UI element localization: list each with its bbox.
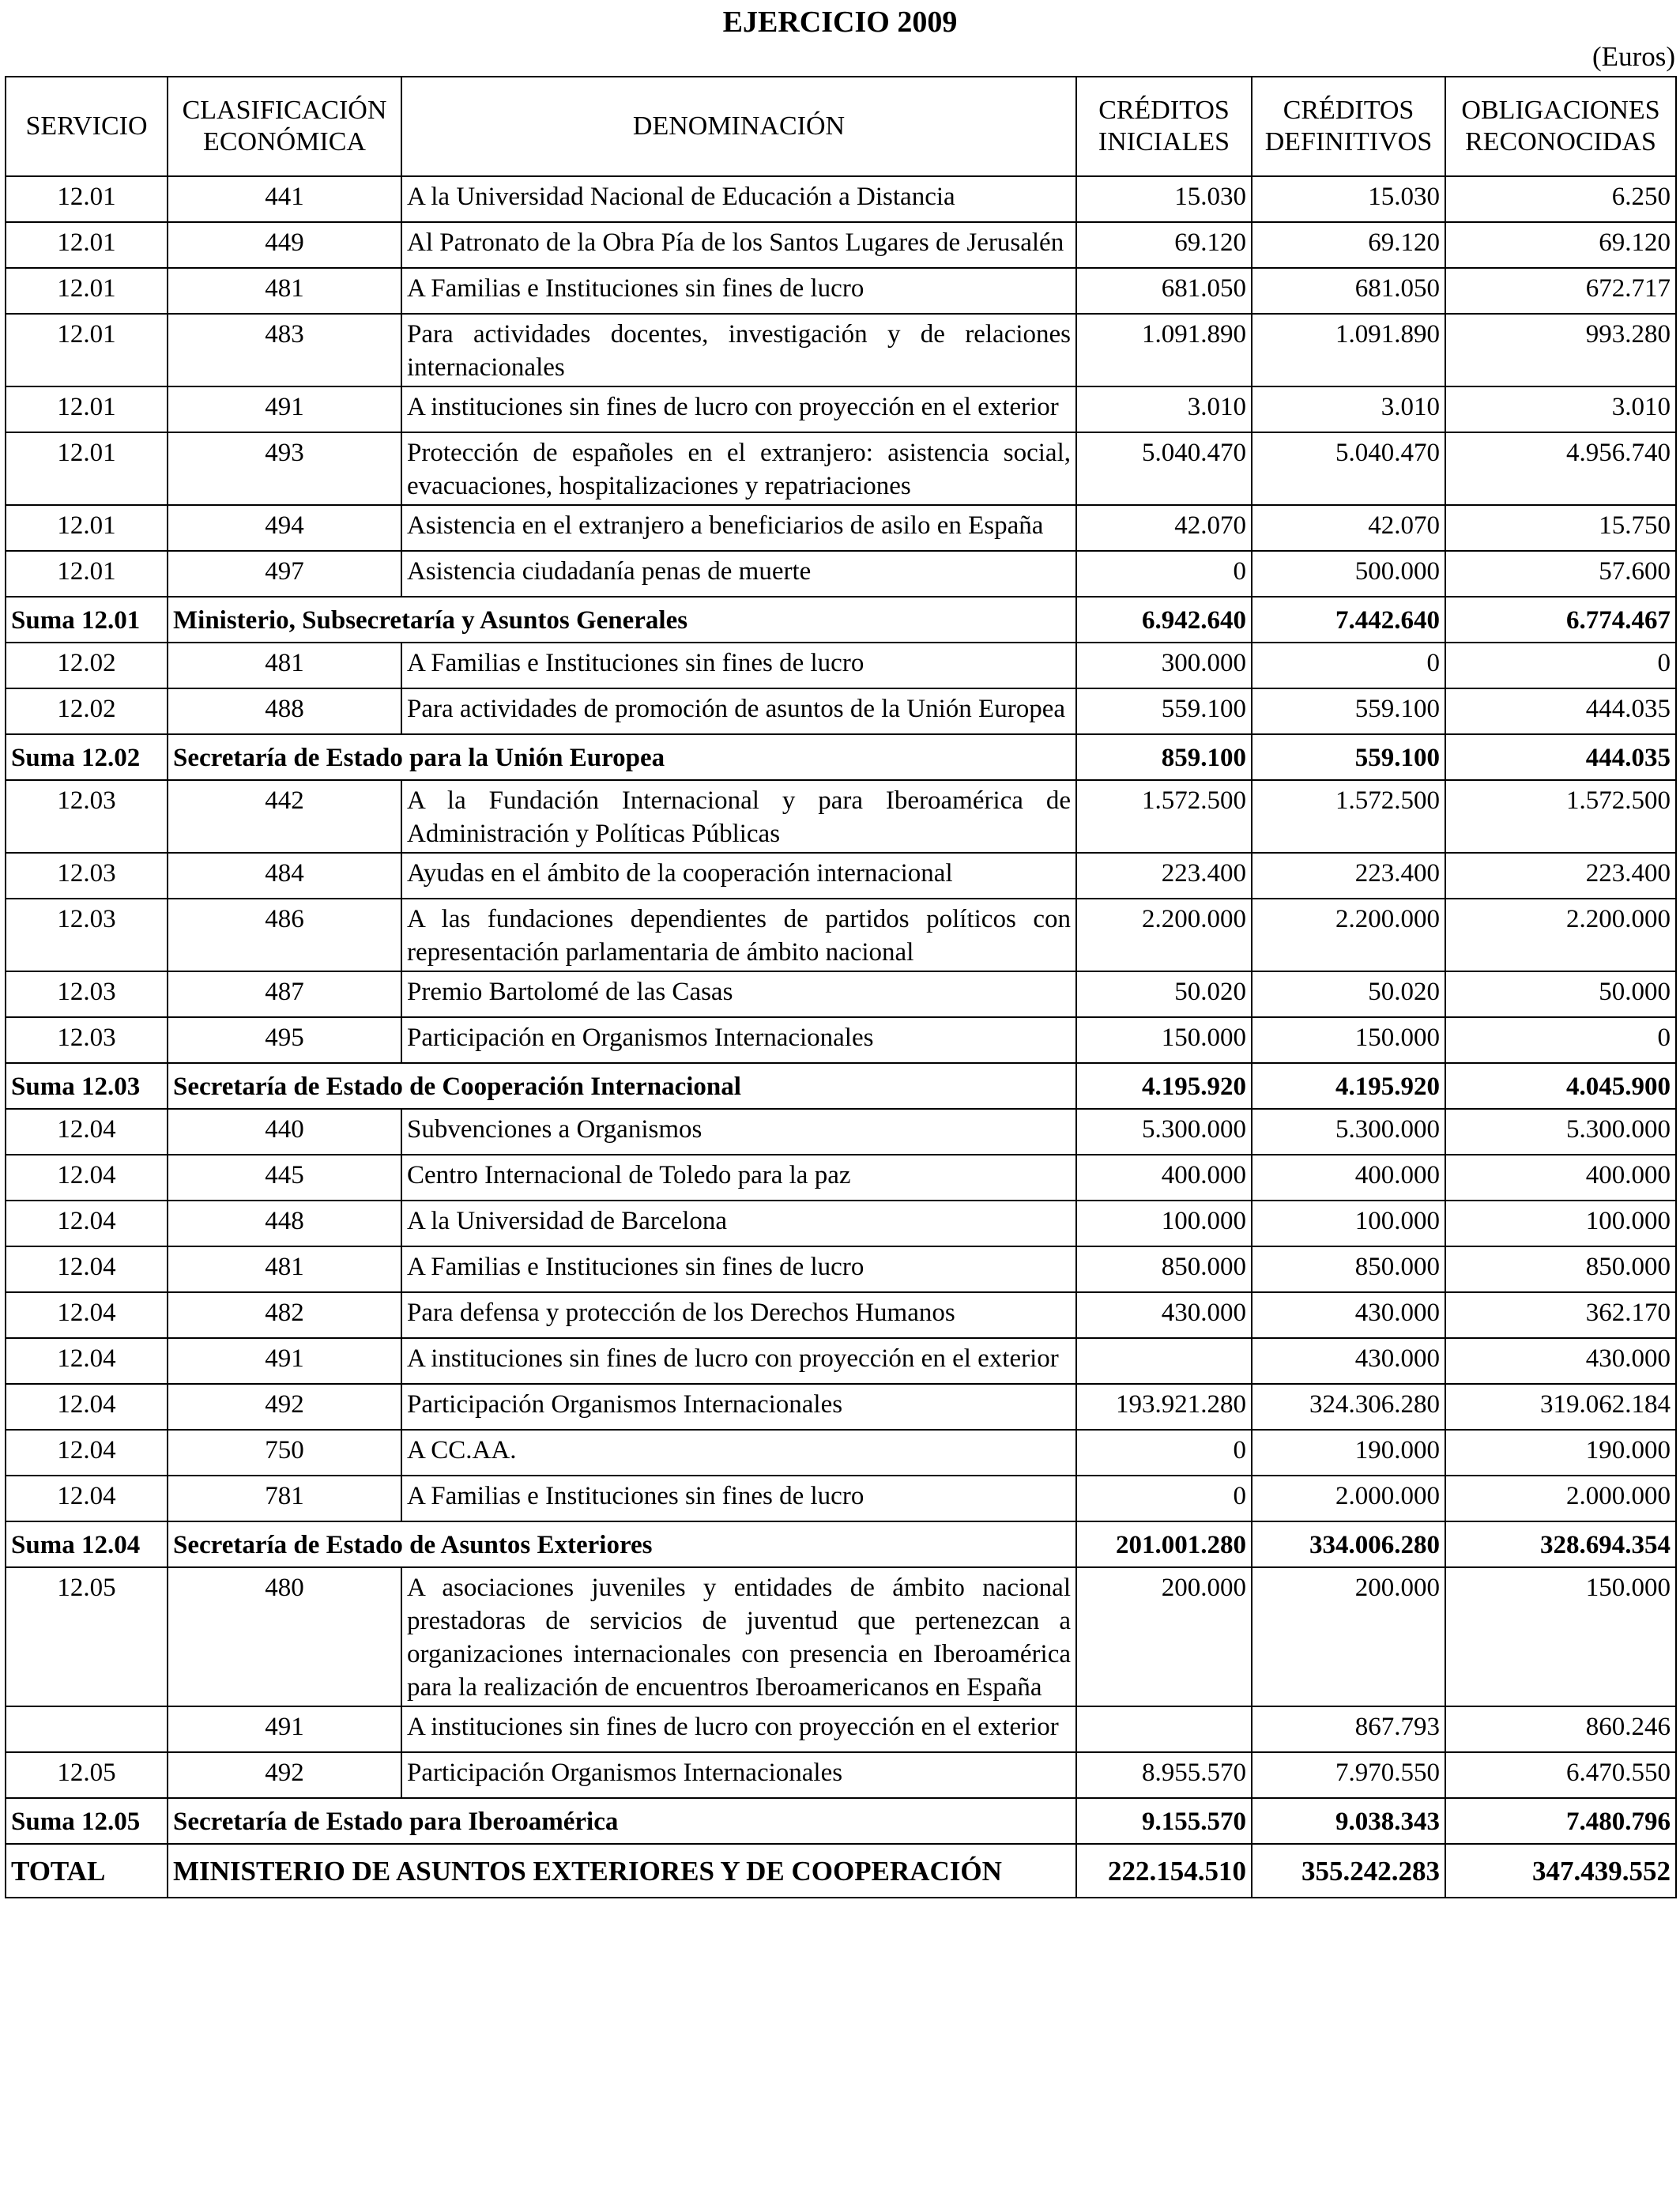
cell-creditos-iniciales: 4.195.920 bbox=[1076, 1063, 1252, 1109]
cell-creditos-definitivos: 500.000 bbox=[1252, 551, 1445, 597]
cell-creditos-iniciales: 300.000 bbox=[1076, 643, 1252, 688]
table-row bbox=[6, 268, 1676, 314]
cell-creditos-definitivos: 100.000 bbox=[1252, 1201, 1445, 1246]
cell-servicio: 12.04 bbox=[6, 1201, 168, 1246]
table-row bbox=[6, 971, 1676, 1017]
cell-servicio: 12.04 bbox=[6, 1384, 168, 1430]
cell-clasificacion: 445 bbox=[168, 1155, 401, 1201]
cell-obligaciones: 3.010 bbox=[1445, 386, 1676, 432]
cell-creditos-iniciales: 5.300.000 bbox=[1076, 1109, 1252, 1155]
cell-creditos-iniciales: 3.010 bbox=[1076, 386, 1252, 432]
cell-creditos-definitivos: 223.400 bbox=[1252, 853, 1445, 899]
cell-denominacion: Protección de españoles en el extranjero: asistencia social, evacuaciones, hospitalizaciones y repatriaciones bbox=[401, 432, 1076, 505]
cell-obligaciones: 6.250 bbox=[1445, 176, 1676, 222]
cell-creditos-iniciales bbox=[1076, 1338, 1252, 1384]
subtotal-label: Suma 12.03 bbox=[6, 1063, 168, 1109]
cell-clasificacion: 781 bbox=[168, 1476, 401, 1521]
table-row bbox=[6, 1338, 1676, 1384]
table-row bbox=[6, 551, 1676, 597]
cell-denominacion: Ayudas en el ámbito de la cooperación internacional bbox=[401, 853, 1076, 899]
cell-denominacion: A Familias e Instituciones sin fines de lucro bbox=[401, 1476, 1076, 1521]
cell-denominacion: A CC.AA. bbox=[401, 1430, 1076, 1476]
cell-creditos-definitivos: 559.100 bbox=[1252, 734, 1445, 780]
cell-creditos-iniciales: 193.921.280 bbox=[1076, 1384, 1252, 1430]
cell-clasificacion: 491 bbox=[168, 1338, 401, 1384]
cell-creditos-definitivos: 4.195.920 bbox=[1252, 1063, 1445, 1109]
cell-obligaciones: 850.000 bbox=[1445, 1246, 1676, 1292]
subtotal-label: Suma 12.01 bbox=[6, 597, 168, 643]
cell-creditos-definitivos: 69.120 bbox=[1252, 222, 1445, 268]
table-row bbox=[6, 1430, 1676, 1476]
cell-obligaciones: 860.246 bbox=[1445, 1706, 1676, 1752]
table-row bbox=[6, 176, 1676, 222]
cell-denominacion: A Familias e Instituciones sin fines de lucro bbox=[401, 643, 1076, 688]
cell-creditos-iniciales: 42.070 bbox=[1076, 505, 1252, 551]
cell-servicio: 12.03 bbox=[6, 1017, 168, 1063]
cell-clasificacion: 440 bbox=[168, 1109, 401, 1155]
cell-denominacion: A instituciones sin fines de lucro con proyección en el exterior bbox=[401, 386, 1076, 432]
cell-creditos-definitivos: 1.091.890 bbox=[1252, 314, 1445, 386]
cell-creditos-iniciales: 15.030 bbox=[1076, 176, 1252, 222]
cell-creditos-definitivos: 324.306.280 bbox=[1252, 1384, 1445, 1430]
cell-clasificacion: 483 bbox=[168, 314, 401, 386]
cell-obligaciones: 50.000 bbox=[1445, 971, 1676, 1017]
header-servicio: SERVICIO bbox=[6, 77, 168, 176]
subtotal-row bbox=[6, 1063, 1676, 1109]
cell-clasificacion: 487 bbox=[168, 971, 401, 1017]
cell-denominacion: Al Patronato de la Obra Pía de los Santos Lugares de Jerusalén bbox=[401, 222, 1076, 268]
cell-creditos-definitivos: 42.070 bbox=[1252, 505, 1445, 551]
cell-creditos-iniciales: 223.400 bbox=[1076, 853, 1252, 899]
cell-servicio: 12.03 bbox=[6, 780, 168, 853]
cell-obligaciones: 993.280 bbox=[1445, 314, 1676, 386]
cell-denominacion: Para actividades docentes, investigación y de relaciones internacionales bbox=[401, 314, 1076, 386]
table-row bbox=[6, 505, 1676, 551]
cell-obligaciones: 319.062.184 bbox=[1445, 1384, 1676, 1430]
total-row bbox=[6, 1844, 1676, 1898]
cell-obligaciones: 69.120 bbox=[1445, 222, 1676, 268]
subtotal-label: Suma 12.04 bbox=[6, 1521, 168, 1567]
cell-denominacion: A las fundaciones dependientes de partidos políticos con representación parlamentaria de ámbito nacional bbox=[401, 899, 1076, 971]
table-row bbox=[6, 1706, 1676, 1752]
header-creditos-definitivos: CRÉDITOS DEFINITIVOS bbox=[1252, 77, 1445, 176]
table-row bbox=[6, 1567, 1676, 1706]
cell-creditos-iniciales: 8.955.570 bbox=[1076, 1752, 1252, 1798]
table-row bbox=[6, 314, 1676, 386]
cell-obligaciones: 328.694.354 bbox=[1445, 1521, 1676, 1567]
cell-denominacion: A la Fundación Internacional y para Iberoamérica de Administración y Políticas Públicas bbox=[401, 780, 1076, 853]
cell-creditos-definitivos: 2.000.000 bbox=[1252, 1476, 1445, 1521]
cell-creditos-definitivos: 400.000 bbox=[1252, 1155, 1445, 1201]
cell-creditos-iniciales: 430.000 bbox=[1076, 1292, 1252, 1338]
cell-creditos-definitivos: 9.038.343 bbox=[1252, 1798, 1445, 1844]
cell-servicio: 12.04 bbox=[6, 1246, 168, 1292]
budget-table bbox=[5, 76, 1677, 1898]
cell-creditos-definitivos: 355.242.283 bbox=[1252, 1844, 1445, 1898]
cell-creditos-definitivos: 1.572.500 bbox=[1252, 780, 1445, 853]
cell-creditos-iniciales: 681.050 bbox=[1076, 268, 1252, 314]
cell-clasificacion: 481 bbox=[168, 643, 401, 688]
cell-clasificacion: 492 bbox=[168, 1384, 401, 1430]
cell-servicio: 12.04 bbox=[6, 1109, 168, 1155]
cell-creditos-definitivos: 334.006.280 bbox=[1252, 1521, 1445, 1567]
cell-creditos-definitivos: 190.000 bbox=[1252, 1430, 1445, 1476]
cell-obligaciones: 362.170 bbox=[1445, 1292, 1676, 1338]
table-row bbox=[6, 1246, 1676, 1292]
table-row bbox=[6, 386, 1676, 432]
cell-creditos-definitivos: 200.000 bbox=[1252, 1567, 1445, 1706]
cell-clasificacion: 494 bbox=[168, 505, 401, 551]
cell-obligaciones: 2.000.000 bbox=[1445, 1476, 1676, 1521]
cell-creditos-iniciales: 1.572.500 bbox=[1076, 780, 1252, 853]
table-row bbox=[6, 853, 1676, 899]
cell-creditos-iniciales: 222.154.510 bbox=[1076, 1844, 1252, 1898]
cell-servicio: 12.01 bbox=[6, 432, 168, 505]
subtotal-row bbox=[6, 1798, 1676, 1844]
cell-denominacion: A instituciones sin fines de lucro con proyección en el exterior bbox=[401, 1706, 1076, 1752]
cell-creditos-definitivos: 7.970.550 bbox=[1252, 1752, 1445, 1798]
cell-obligaciones: 430.000 bbox=[1445, 1338, 1676, 1384]
cell-obligaciones: 672.717 bbox=[1445, 268, 1676, 314]
cell-creditos-iniciales: 850.000 bbox=[1076, 1246, 1252, 1292]
cell-servicio: 12.04 bbox=[6, 1338, 168, 1384]
cell-denominacion: A la Universidad Nacional de Educación a Distancia bbox=[401, 176, 1076, 222]
cell-clasificacion: 497 bbox=[168, 551, 401, 597]
cell-servicio: 12.01 bbox=[6, 314, 168, 386]
cell-denominacion: Asistencia en el extranjero a beneficiarios de asilo en España bbox=[401, 505, 1076, 551]
cell-obligaciones: 4.045.900 bbox=[1445, 1063, 1676, 1109]
header-clasificacion: CLASIFICACIÓN ECONÓMICA bbox=[168, 77, 401, 176]
cell-obligaciones: 0 bbox=[1445, 643, 1676, 688]
header-denominacion: DENOMINACIÓN bbox=[401, 77, 1076, 176]
cell-creditos-iniciales bbox=[1076, 1706, 1252, 1752]
cell-servicio: 12.01 bbox=[6, 176, 168, 222]
cell-obligaciones: 5.300.000 bbox=[1445, 1109, 1676, 1155]
table-row bbox=[6, 1292, 1676, 1338]
cell-servicio: 12.02 bbox=[6, 643, 168, 688]
cell-clasificacion: 750 bbox=[168, 1430, 401, 1476]
subtotal-denominacion: Ministerio, Subsecretaría y Asuntos Generales bbox=[168, 597, 1076, 643]
cell-denominacion: A Familias e Instituciones sin fines de lucro bbox=[401, 1246, 1076, 1292]
cell-creditos-definitivos: 7.442.640 bbox=[1252, 597, 1445, 643]
cell-denominacion: Participación Organismos Internacionales bbox=[401, 1384, 1076, 1430]
cell-servicio: 12.01 bbox=[6, 505, 168, 551]
cell-creditos-definitivos: 150.000 bbox=[1252, 1017, 1445, 1063]
cell-creditos-definitivos: 5.040.470 bbox=[1252, 432, 1445, 505]
cell-creditos-iniciales: 200.000 bbox=[1076, 1567, 1252, 1706]
cell-clasificacion: 486 bbox=[168, 899, 401, 971]
cell-creditos-iniciales: 0 bbox=[1076, 551, 1252, 597]
cell-servicio: 12.05 bbox=[6, 1752, 168, 1798]
cell-obligaciones: 57.600 bbox=[1445, 551, 1676, 597]
cell-creditos-definitivos: 5.300.000 bbox=[1252, 1109, 1445, 1155]
cell-obligaciones: 1.572.500 bbox=[1445, 780, 1676, 853]
cell-servicio: 12.04 bbox=[6, 1155, 168, 1201]
cell-obligaciones: 100.000 bbox=[1445, 1201, 1676, 1246]
cell-clasificacion: 493 bbox=[168, 432, 401, 505]
cell-creditos-iniciales: 69.120 bbox=[1076, 222, 1252, 268]
cell-clasificacion: 484 bbox=[168, 853, 401, 899]
cell-obligaciones: 190.000 bbox=[1445, 1430, 1676, 1476]
cell-obligaciones: 0 bbox=[1445, 1017, 1676, 1063]
total-label: TOTAL bbox=[6, 1844, 168, 1898]
cell-denominacion: Centro Internacional de Toledo para la paz bbox=[401, 1155, 1076, 1201]
cell-servicio: 12.01 bbox=[6, 222, 168, 268]
cell-obligaciones: 6.470.550 bbox=[1445, 1752, 1676, 1798]
cell-creditos-iniciales: 0 bbox=[1076, 1430, 1252, 1476]
cell-clasificacion: 442 bbox=[168, 780, 401, 853]
subtotal-row bbox=[6, 734, 1676, 780]
table-row bbox=[6, 1752, 1676, 1798]
cell-clasificacion: 495 bbox=[168, 1017, 401, 1063]
cell-creditos-iniciales: 859.100 bbox=[1076, 734, 1252, 780]
subtotal-label: Suma 12.05 bbox=[6, 1798, 168, 1844]
cell-servicio: 12.04 bbox=[6, 1292, 168, 1338]
table-row bbox=[6, 1476, 1676, 1521]
table-row bbox=[6, 432, 1676, 505]
table-row bbox=[6, 222, 1676, 268]
cell-obligaciones: 444.035 bbox=[1445, 734, 1676, 780]
cell-creditos-iniciales: 6.942.640 bbox=[1076, 597, 1252, 643]
cell-servicio: 12.02 bbox=[6, 688, 168, 734]
cell-clasificacion: 482 bbox=[168, 1292, 401, 1338]
cell-creditos-definitivos: 430.000 bbox=[1252, 1338, 1445, 1384]
cell-creditos-iniciales: 100.000 bbox=[1076, 1201, 1252, 1246]
cell-obligaciones: 6.774.467 bbox=[1445, 597, 1676, 643]
cell-obligaciones: 4.956.740 bbox=[1445, 432, 1676, 505]
cell-creditos-definitivos: 681.050 bbox=[1252, 268, 1445, 314]
cell-denominacion: Participación Organismos Internacionales bbox=[401, 1752, 1076, 1798]
cell-clasificacion: 491 bbox=[168, 386, 401, 432]
cell-denominacion: A Familias e Instituciones sin fines de lucro bbox=[401, 268, 1076, 314]
cell-creditos-definitivos: 559.100 bbox=[1252, 688, 1445, 734]
cell-creditos-iniciales: 5.040.470 bbox=[1076, 432, 1252, 505]
subtotal-denominacion: MINISTERIO DE ASUNTOS EXTERIORES Y DE COOPERACIÓN bbox=[168, 1844, 1076, 1898]
cell-creditos-definitivos: 850.000 bbox=[1252, 1246, 1445, 1292]
cell-servicio: 12.01 bbox=[6, 268, 168, 314]
cell-servicio: 12.04 bbox=[6, 1476, 168, 1521]
cell-creditos-definitivos: 0 bbox=[1252, 643, 1445, 688]
cell-servicio: 12.03 bbox=[6, 899, 168, 971]
cell-clasificacion: 448 bbox=[168, 1201, 401, 1246]
cell-denominacion: Para actividades de promoción de asuntos de la Unión Europea bbox=[401, 688, 1076, 734]
table-body bbox=[6, 176, 1676, 1898]
table-header-row bbox=[6, 77, 1676, 176]
table-row bbox=[6, 899, 1676, 971]
cell-obligaciones: 347.439.552 bbox=[1445, 1844, 1676, 1898]
cell-creditos-iniciales: 559.100 bbox=[1076, 688, 1252, 734]
cell-clasificacion: 492 bbox=[168, 1752, 401, 1798]
cell-creditos-iniciales: 150.000 bbox=[1076, 1017, 1252, 1063]
table-row bbox=[6, 1384, 1676, 1430]
header-creditos-iniciales: CRÉDITOS INICIALES bbox=[1076, 77, 1252, 176]
cell-clasificacion: 481 bbox=[168, 1246, 401, 1292]
table-row bbox=[6, 688, 1676, 734]
cell-creditos-definitivos: 3.010 bbox=[1252, 386, 1445, 432]
currency-unit: (Euros) bbox=[1592, 41, 1675, 72]
cell-obligaciones: 150.000 bbox=[1445, 1567, 1676, 1706]
subtotal-denominacion: Secretaría de Estado para la Unión Europea bbox=[168, 734, 1076, 780]
cell-servicio: 12.03 bbox=[6, 853, 168, 899]
subtotal-denominacion: Secretaría de Estado para Iberoamérica bbox=[168, 1798, 1076, 1844]
cell-creditos-definitivos: 50.020 bbox=[1252, 971, 1445, 1017]
subtotal-row bbox=[6, 1521, 1676, 1567]
cell-obligaciones: 15.750 bbox=[1445, 505, 1676, 551]
cell-denominacion: A la Universidad de Barcelona bbox=[401, 1201, 1076, 1246]
cell-clasificacion: 481 bbox=[168, 268, 401, 314]
cell-obligaciones: 223.400 bbox=[1445, 853, 1676, 899]
table-row bbox=[6, 780, 1676, 853]
cell-denominacion: Participación en Organismos Internacionales bbox=[401, 1017, 1076, 1063]
table-row bbox=[6, 1017, 1676, 1063]
cell-obligaciones: 444.035 bbox=[1445, 688, 1676, 734]
cell-clasificacion: 449 bbox=[168, 222, 401, 268]
header-obligaciones: OBLIGACIONES RECONOCIDAS bbox=[1445, 77, 1676, 176]
cell-denominacion: Premio Bartolomé de las Casas bbox=[401, 971, 1076, 1017]
cell-creditos-iniciales: 201.001.280 bbox=[1076, 1521, 1252, 1567]
cell-creditos-iniciales: 1.091.890 bbox=[1076, 314, 1252, 386]
cell-clasificacion: 480 bbox=[168, 1567, 401, 1706]
cell-servicio: 12.04 bbox=[6, 1430, 168, 1476]
page-title: EJERCICIO 2009 bbox=[722, 6, 958, 39]
subtotal-denominacion: Secretaría de Estado de Asuntos Exteriores bbox=[168, 1521, 1076, 1567]
subtotal-row bbox=[6, 597, 1676, 643]
cell-denominacion: Para defensa y protección de los Derechos Humanos bbox=[401, 1292, 1076, 1338]
table-row bbox=[6, 643, 1676, 688]
table-row bbox=[6, 1201, 1676, 1246]
cell-obligaciones: 400.000 bbox=[1445, 1155, 1676, 1201]
cell-servicio: 12.01 bbox=[6, 386, 168, 432]
cell-servicio: 12.05 bbox=[6, 1567, 168, 1706]
cell-creditos-definitivos: 2.200.000 bbox=[1252, 899, 1445, 971]
cell-obligaciones: 7.480.796 bbox=[1445, 1798, 1676, 1844]
cell-creditos-definitivos: 867.793 bbox=[1252, 1706, 1445, 1752]
cell-creditos-definitivos: 15.030 bbox=[1252, 176, 1445, 222]
cell-servicio: 12.03 bbox=[6, 971, 168, 1017]
cell-servicio bbox=[6, 1706, 168, 1752]
subtotal-label: Suma 12.02 bbox=[6, 734, 168, 780]
cell-denominacion: Subvenciones a Organismos bbox=[401, 1109, 1076, 1155]
cell-clasificacion: 488 bbox=[168, 688, 401, 734]
cell-clasificacion: 441 bbox=[168, 176, 401, 222]
subtotal-denominacion: Secretaría de Estado de Cooperación Internacional bbox=[168, 1063, 1076, 1109]
table-row bbox=[6, 1109, 1676, 1155]
cell-creditos-definitivos: 430.000 bbox=[1252, 1292, 1445, 1338]
cell-obligaciones: 2.200.000 bbox=[1445, 899, 1676, 971]
cell-clasificacion: 491 bbox=[168, 1706, 401, 1752]
cell-creditos-iniciales: 400.000 bbox=[1076, 1155, 1252, 1201]
cell-creditos-iniciales: 2.200.000 bbox=[1076, 899, 1252, 971]
cell-creditos-iniciales: 9.155.570 bbox=[1076, 1798, 1252, 1844]
table-row bbox=[6, 1155, 1676, 1201]
cell-denominacion: Asistencia ciudadanía penas de muerte bbox=[401, 551, 1076, 597]
cell-creditos-iniciales: 50.020 bbox=[1076, 971, 1252, 1017]
cell-denominacion: A asociaciones juveniles y entidades de ámbito nacional prestadoras de servicios de juventud que pertenezcan a organizaciones internacionales con presencia en Iberoamérica para la realización de encuentros Iberoamericanos en España bbox=[401, 1567, 1076, 1706]
cell-denominacion: A instituciones sin fines de lucro con proyección en el exterior bbox=[401, 1338, 1076, 1384]
cell-servicio: 12.01 bbox=[6, 551, 168, 597]
cell-creditos-iniciales: 0 bbox=[1076, 1476, 1252, 1521]
